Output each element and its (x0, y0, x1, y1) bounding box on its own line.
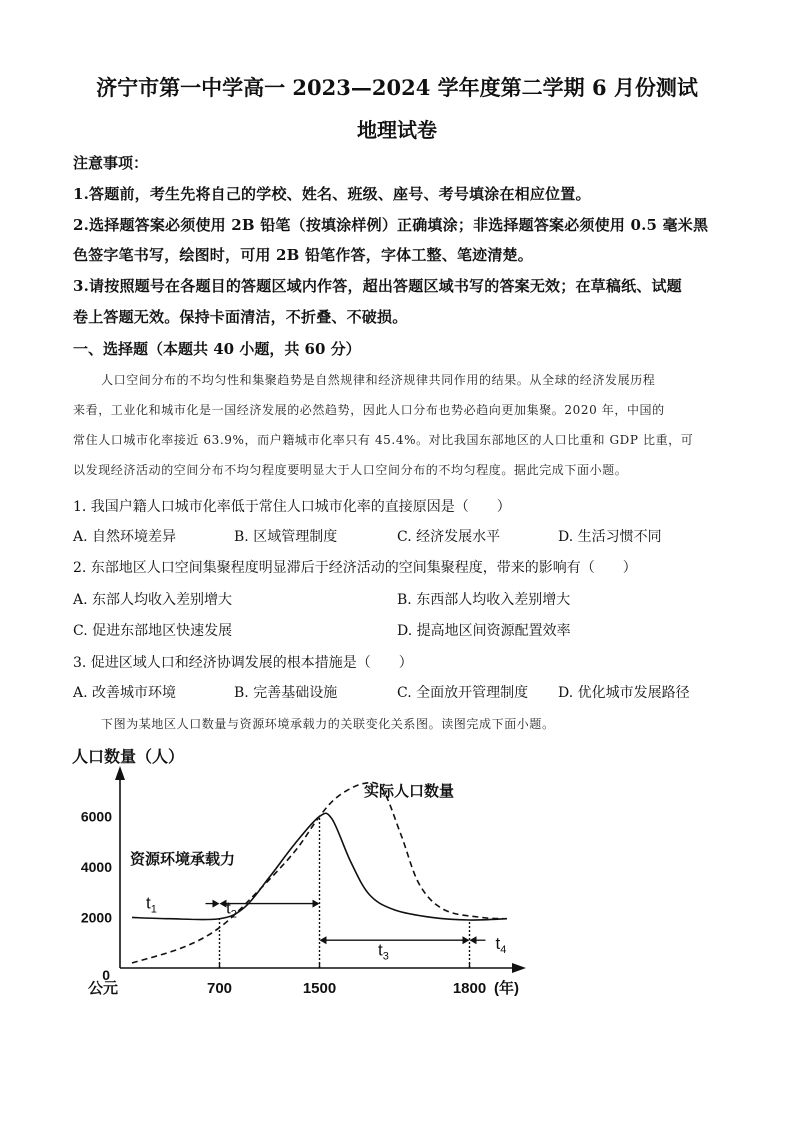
period-label-t2: $t_2$ (226, 898, 237, 921)
x-axis-unit: (年) (494, 980, 519, 997)
chart-intro: 下图为某地区人口数量与资源环境承载力的关联变化关系图。读图完成下面小题。 (101, 717, 555, 731)
passage-line-1: 人口空间分布的不均匀性和集聚趋势是自然规律和经济规律共同作用的结果。从全球的经济发展历程 (101, 373, 656, 387)
period-arrowhead (213, 900, 220, 908)
y-tick-label: 6000 (80, 808, 112, 825)
passage-line-4: 以发现经济活动的空间分布不均匀程度要明显大于人口空间分布的不均匀程度。据此完成下面小题。 (73, 463, 628, 477)
period-label-t3: $t_3$ (378, 940, 389, 963)
series-label-population: 实际人口数量 (364, 783, 455, 800)
x-axis-arrow (512, 963, 526, 973)
page-subtitle: 地理试卷 (357, 118, 437, 142)
period-label-t1: $t_1$ (146, 893, 157, 916)
question-1-option-d[interactable]: D. 生活习惯不同 (558, 529, 662, 545)
y-tick-label: 4000 (80, 858, 112, 875)
question-1-option-b[interactable]: B. 区域管理制度 (234, 529, 338, 545)
notice-item-3-line-1: 3.请按照题号在各题目的答题区域内作答，超出答题区域书写的答案无效；在草稿纸、试题 (73, 277, 682, 295)
period-label-t4: $t_4$ (495, 934, 507, 957)
y-tick-label: 2000 (80, 909, 112, 926)
notice-item-1: 1.答题前，考生先将自己的学校、姓名、班级、座号、考号填涂在相应位置。 (73, 185, 591, 203)
x-tick-label: 1500 (302, 980, 337, 997)
question-2-option-d[interactable]: D. 提高地区间资源配置效率 (397, 623, 571, 639)
question-2-option-c[interactable]: C. 促进东部地区快速发展 (73, 623, 233, 639)
question-2-option-b[interactable]: B. 东西部人均收入差别增大 (397, 592, 571, 608)
question-3-option-b[interactable]: B. 完善基础设施 (234, 685, 338, 701)
passage-line-3: 常住人口城市化率接近 63.9%，而户籍城市化率只有 45.4%。对比我国东部地区的人口比重和 GDP 比重，可 (73, 433, 694, 447)
question-1-option-a[interactable]: A. 自然环境差异 (73, 529, 177, 545)
series-label-capacity: 资源环境承载力 (130, 851, 236, 868)
period-arrowhead (313, 900, 320, 908)
y-tick-label: 0 (102, 967, 110, 983)
population-chart (0, 740, 794, 1000)
question-1-option-c[interactable]: C. 经济发展水平 (397, 529, 501, 545)
question-2-option-a[interactable]: A. 东部人均收入差别增大 (73, 592, 233, 608)
y-axis-arrow (115, 766, 125, 780)
notice-item-3-line-2: 卷上答题无效。保持卡面清洁，不折叠、不破损。 (73, 308, 408, 326)
question-3-stem: 3. 促进区域人口和经济协调发展的根本措施是（ ） (73, 655, 413, 671)
question-3-option-d[interactable]: D. 优化城市发展路径 (558, 685, 690, 701)
x-origin-label: 公元 (88, 980, 119, 997)
y-axis-label: 人口数量（人） (72, 749, 185, 766)
question-3-option-c[interactable]: C. 全面放开管理制度 (397, 685, 529, 701)
question-2-stem: 2. 东部地区人口空间集聚程度明显滞后于经济活动的空间集聚程度，带来的影响有（ ） (73, 560, 637, 576)
period-arrowhead (463, 936, 470, 944)
notice-item-2-line-2: 色签字笔书写，绘图时，可用 2B 铅笔作答，字体工整、笔迹清楚。 (73, 246, 533, 264)
notice-item-2-line-1: 2.选择题答案必须使用 2B 铅笔（按填涂样例）正确填涂；非选择题答案必须使用 0.5 毫米黑 (73, 216, 709, 234)
notice-heading: 注意事项： (73, 154, 149, 172)
x-tick-label: 1800 (452, 980, 487, 997)
passage-line-2: 来看，工业化和城市化是一国经济发展的必然趋势，因此人口分布也势必趋向更加集聚。2020 年，中国的 (73, 403, 665, 417)
question-3-option-a[interactable]: A. 改善城市环境 (73, 685, 177, 701)
period-arrowhead (320, 936, 327, 944)
period-arrowhead (470, 936, 477, 944)
section-heading: 一、选择题（本题共 40 小题，共 60 分） (73, 340, 361, 358)
x-tick-label: 700 (206, 980, 233, 997)
question-1-stem: 1. 我国户籍人口城市化率低于常住人口城市化率的直接原因是（ ） (73, 499, 511, 515)
page-title: 济宁市第一中学高一 2023—2024 学年度第二学期 6 月份测试 (96, 75, 698, 100)
